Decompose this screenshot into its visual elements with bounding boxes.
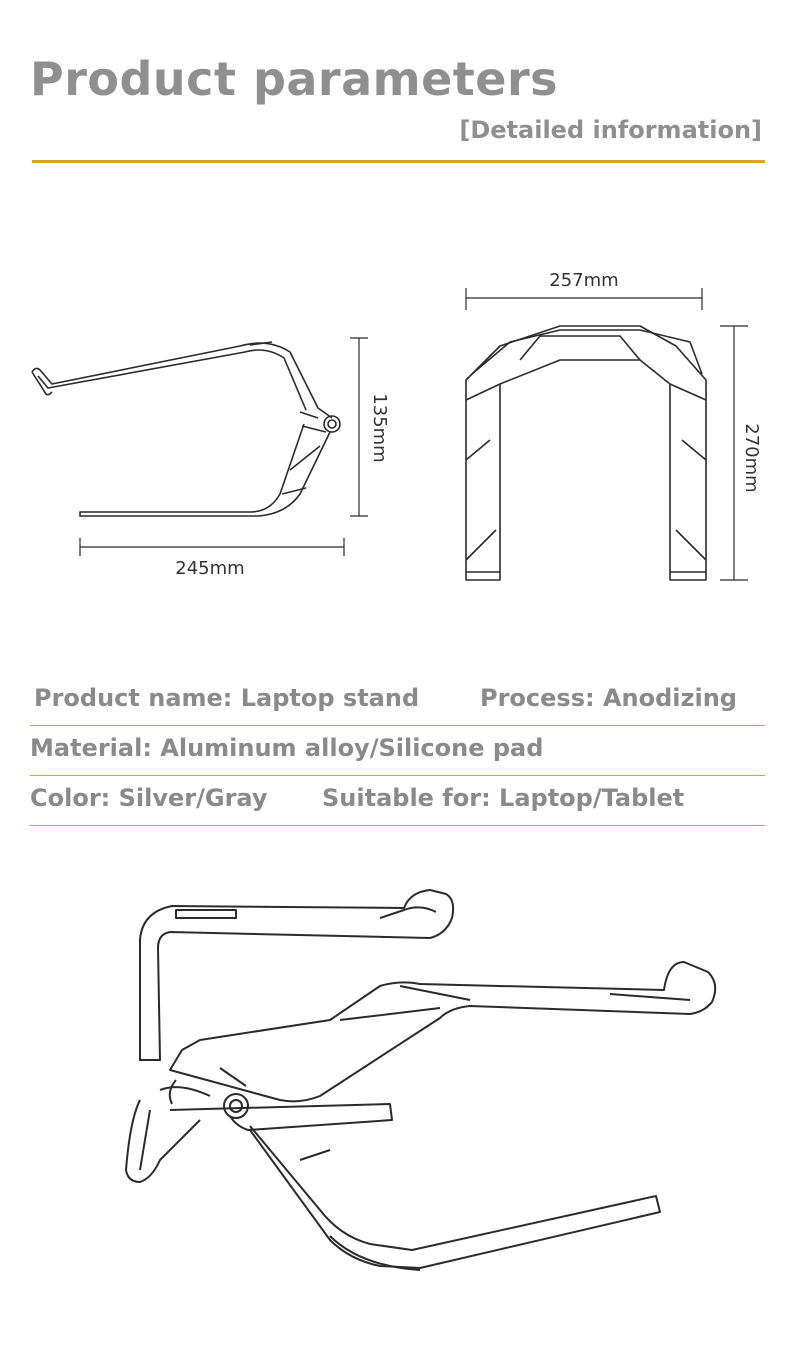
side-height-label: 135mm	[369, 393, 390, 463]
color-text: Color: Silver/Gray	[30, 784, 268, 812]
page-title: Product parameters	[30, 52, 559, 106]
side-width-label: 245mm	[175, 558, 245, 579]
front-depth-label: 270mm	[741, 423, 762, 493]
row-divider	[30, 825, 765, 827]
suitable-for-text: Suitable for: Laptop/Tablet	[322, 784, 685, 812]
product-name-text: Product name: Laptop stand	[34, 684, 420, 712]
header-divider	[32, 160, 765, 163]
front-width-label: 257mm	[549, 270, 619, 291]
param-row-2	[30, 726, 765, 776]
material-text: Material: Aluminum alloy/Silicone pad	[30, 734, 544, 762]
page-subtitle: [Detailed information]	[459, 116, 762, 144]
process-text: Process: Anodizing	[480, 684, 737, 712]
param-row-1	[30, 676, 765, 726]
param-row-3	[30, 776, 765, 826]
